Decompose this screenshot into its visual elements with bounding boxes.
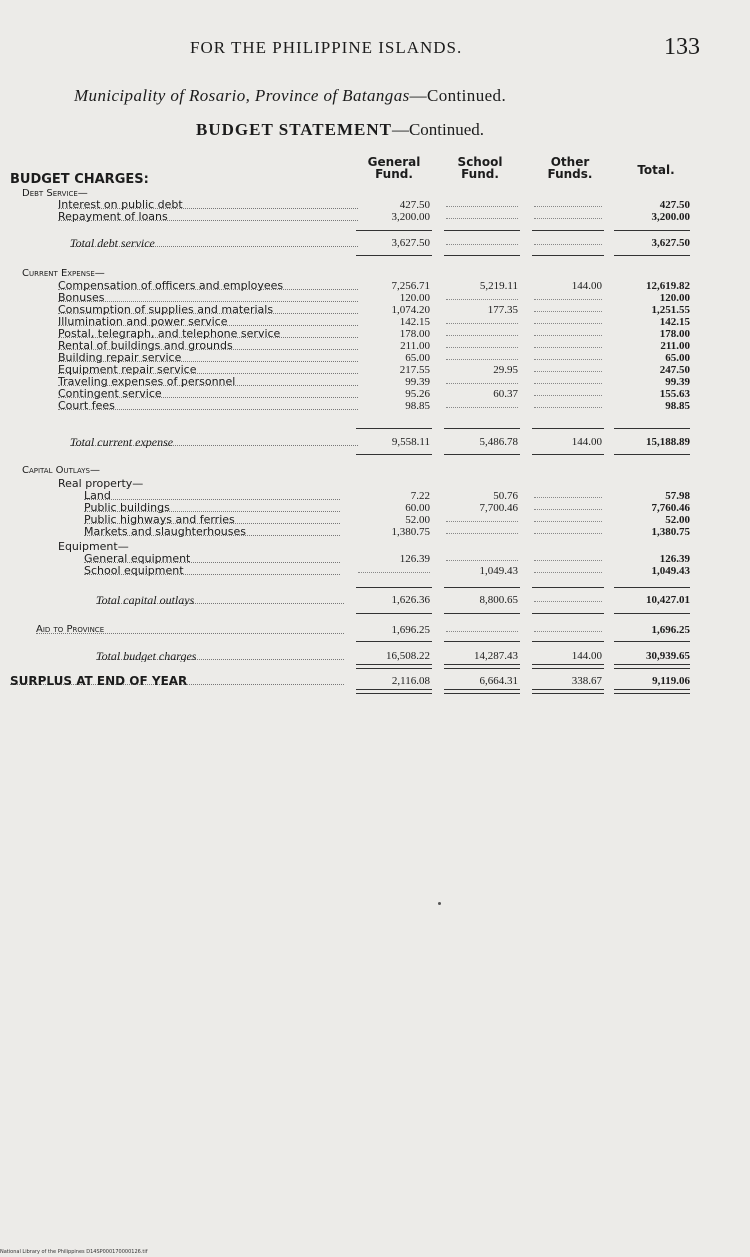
column-rule [444,428,520,429]
cell-school: 1,049.43 [479,565,518,577]
cell-school: 5,219.11 [479,280,518,292]
column-rule [356,230,432,231]
table-row [0,211,750,223]
column-double-rule [356,664,432,669]
column-rule [356,454,432,455]
cell-general: 7,256.71 [391,280,430,292]
empty-cell-dash [534,631,602,632]
cell-total: 52.00 [665,514,690,526]
municipality-name: Municipality of Rosario, Province of Batangas [74,86,410,105]
column-rule [532,255,604,256]
table-row [0,237,750,249]
empty-cell-dash [446,407,518,408]
empty-cell-dash [534,560,602,561]
column-rule [444,641,520,642]
cell-school: 6,664.31 [479,675,518,687]
empty-cell-dash [534,395,602,396]
empty-cell-dash [534,347,602,348]
column-double-rule [532,689,604,694]
row-label: Total budget charges [96,650,197,662]
table-row [0,376,750,388]
row-label: Building repair service [58,352,182,364]
cell-school: 8,800.65 [479,594,518,606]
cell-general: 142.15 [399,316,430,328]
running-head: FOR THE PHILIPPINE ISLANDS. [190,38,463,57]
column-rule [614,230,690,231]
empty-cell-dash [534,323,602,324]
municipality-continued: —Continued. [409,86,507,105]
empty-cell-dash [534,359,602,360]
column-rule [356,613,432,614]
column-rule [532,641,604,642]
cell-general: 9,558.11 [391,436,430,448]
cell-general: 217.55 [399,364,430,376]
row-label: Real property— [58,478,144,490]
cell-general: 427.50 [399,199,430,211]
column-rule [444,613,520,614]
budget-statement-title [196,120,484,140]
cell-general: 1,626.36 [391,594,430,606]
cell-total: 1,380.75 [651,526,690,538]
budget-title-continued: —Continued. [391,120,485,139]
cell-general: 95.26 [405,388,430,400]
row-label: Aid to Province [36,624,105,635]
empty-cell-dash [446,347,518,348]
empty-cell-dash [534,311,602,312]
cell-general: 52.00 [405,514,430,526]
cell-total: 30,939.65 [646,650,690,662]
column-double-rule [444,664,520,669]
cell-general: 99.39 [405,376,430,388]
table-row [0,490,750,502]
empty-cell-dash [534,521,602,522]
empty-cell-dash [446,335,518,336]
cell-total: 3,200.00 [651,211,690,223]
cell-general: 1,696.25 [391,624,430,636]
row-label: Public highways and ferries [84,514,235,526]
cell-other: 144.00 [571,650,602,662]
cell-general: 1,380.75 [391,526,430,538]
table-row [0,388,750,400]
cell-total: 1,251.55 [651,304,690,316]
empty-cell-dash [446,206,518,207]
cell-school: 29.95 [493,364,518,376]
empty-cell-dash [534,572,602,573]
empty-cell-dash [446,560,518,561]
cell-general: 2,116.08 [391,675,430,687]
column-rule [444,230,520,231]
empty-cell-dash [534,244,602,245]
empty-cell-dash [446,244,518,245]
footer-credit: National Library of the Philippines D14SP000170000126.tif [0,1249,148,1255]
cell-total: 10,427.01 [646,594,690,606]
cell-school: 60.37 [493,388,518,400]
column-double-rule [614,664,690,669]
cell-total: 3,627.50 [651,237,690,249]
column-rule [444,255,520,256]
empty-cell-dash [446,323,518,324]
empty-cell-dash [534,497,602,498]
cell-total: 126.39 [659,553,690,565]
row-label: Public buildings [84,502,170,514]
column-rule [532,428,604,429]
row-label: Consumption of supplies and materials [58,304,274,316]
column-double-rule [356,689,432,694]
column-rule [614,613,690,614]
cell-total: 120.00 [659,292,690,304]
column-rule [614,587,690,588]
column-rule [356,255,432,256]
column-double-rule [614,689,690,694]
cell-school: 50.76 [493,490,518,502]
empty-cell-dash [534,218,602,219]
cell-school: 5,486.78 [479,436,518,448]
empty-cell-dash [534,206,602,207]
table-row [0,465,750,477]
table-row [0,328,750,340]
row-label: Postal, telegraph, and telephone service [58,328,281,340]
cell-general: 65.00 [405,352,430,364]
row-label: Equipment repair service [58,364,197,376]
table-row [0,199,750,211]
row-label: Compensation of officers and employees [58,280,284,292]
cell-total: 155.63 [659,388,690,400]
table-row [0,478,750,490]
table-row [0,565,750,577]
table-row [0,304,750,316]
row-label: Bonuses [58,292,105,304]
table-row [0,553,750,565]
cell-general: 126.39 [399,553,430,565]
cell-total: 15,188.89 [646,436,690,448]
dot-leader [84,490,340,500]
cell-general: 211.00 [400,340,430,352]
cell-other: 144.00 [571,436,602,448]
table-row [0,364,750,376]
empty-cell-dash [534,335,602,336]
empty-cell-dash [446,533,518,534]
cell-other: 144.00 [571,280,602,292]
cell-total: 7,760.46 [651,502,690,514]
column-rule [614,255,690,256]
column-header-other-funds: Other Funds. [547,155,593,181]
cell-total: 211.00 [660,340,690,352]
empty-cell-dash [446,299,518,300]
page-number: 133 [664,34,700,60]
empty-cell-dash [534,601,602,602]
table-row [0,352,750,364]
row-label: School equipment [84,565,184,577]
empty-cell-dash [446,631,518,632]
cell-general: 120.00 [399,292,430,304]
column-rule [356,641,432,642]
cell-total: 99.39 [665,376,690,388]
cell-total: 98.85 [665,400,690,412]
municipality-heading [74,86,506,106]
table-row [0,514,750,526]
cell-other: 338.67 [571,675,602,687]
cell-general: 1,074.20 [391,304,430,316]
table-row [0,280,750,292]
table-row [0,624,750,636]
table-row [0,268,750,280]
cell-general: 7.22 [410,490,430,502]
cell-school: 177.35 [487,304,518,316]
cell-total: 12,619.82 [646,280,690,292]
column-rule [356,428,432,429]
cell-general: 178.00 [399,328,430,340]
row-label: Court fees [58,400,115,412]
row-label: Total capital outlays [96,594,195,606]
column-double-rule [444,689,520,694]
empty-cell-dash [534,383,602,384]
table-row [0,340,750,352]
cell-total: 1,049.43 [651,565,690,577]
cell-general: 16,508.22 [386,650,430,662]
table-row [0,400,750,412]
empty-cell-dash [534,371,602,372]
table-row [0,316,750,328]
table-row [0,526,750,538]
column-rule [444,587,520,588]
table-row [0,436,750,448]
row-label: General equipment [84,553,191,565]
row-label: Rental of buildings and grounds [58,340,233,352]
row-label: Equipment— [58,541,129,553]
table-row [0,675,750,687]
column-rule [532,587,604,588]
column-rule [532,454,604,455]
cell-total: 65.00 [665,352,690,364]
cell-total: 57.98 [665,490,690,502]
column-rule [532,230,604,231]
column-rule [356,587,432,588]
row-label: Total current expense [70,436,174,448]
table-row [0,502,750,514]
row-label: Land [84,490,111,502]
row-label: Contingent service [58,388,162,400]
table-row [0,594,750,606]
row-label: Repayment of loans [58,211,168,223]
cell-total: 178.00 [659,328,690,340]
row-label: Capital Outlays— [22,465,100,476]
empty-cell-dash [446,218,518,219]
empty-cell-dash [446,359,518,360]
column-header-general-fund: General Fund. [367,155,421,181]
column-header-school-fund: School Fund. [457,155,503,181]
cell-general: 98.85 [405,400,430,412]
table-row [0,292,750,304]
column-rule [614,454,690,455]
cell-general: 60.00 [405,502,430,514]
cell-school: 7,700.46 [479,502,518,514]
empty-cell-dash [534,407,602,408]
scan-speck [438,902,441,905]
empty-cell-dash [534,509,602,510]
empty-cell-dash [446,521,518,522]
empty-cell-dash [534,533,602,534]
cell-total: 9,119.06 [652,675,690,687]
budget-charges-heading: BUDGET CHARGES: [10,172,149,187]
row-label: SURPLUS AT END OF YEAR [10,675,188,687]
row-label: Total debt service [70,237,155,249]
column-double-rule [532,664,604,669]
cell-total: 142.15 [659,316,690,328]
table-row [0,650,750,662]
budget-title-main: BUDGET STATEMENT [196,120,392,139]
table-row [0,541,750,553]
column-rule [614,428,690,429]
cell-general: 3,627.50 [391,237,430,249]
column-rule [444,454,520,455]
column-header-total: Total. [637,163,675,177]
row-label: Traveling expenses of personnel [58,376,236,388]
empty-cell-dash [358,572,430,573]
empty-cell-dash [534,299,602,300]
row-label: Markets and slaughterhouses [84,526,246,538]
cell-school: 14,287.43 [474,650,518,662]
row-label: Current Expense— [22,268,105,279]
row-label: Debt Service— [22,188,88,199]
row-label: Interest on public debt [58,199,183,211]
cell-total: 427.50 [659,199,690,211]
column-rule [532,613,604,614]
row-label: Illumination and power service [58,316,228,328]
empty-cell-dash [446,383,518,384]
cell-general: 3,200.00 [391,211,430,223]
cell-total: 1,696.25 [651,624,690,636]
cell-total: 247.50 [659,364,690,376]
column-rule [614,641,690,642]
